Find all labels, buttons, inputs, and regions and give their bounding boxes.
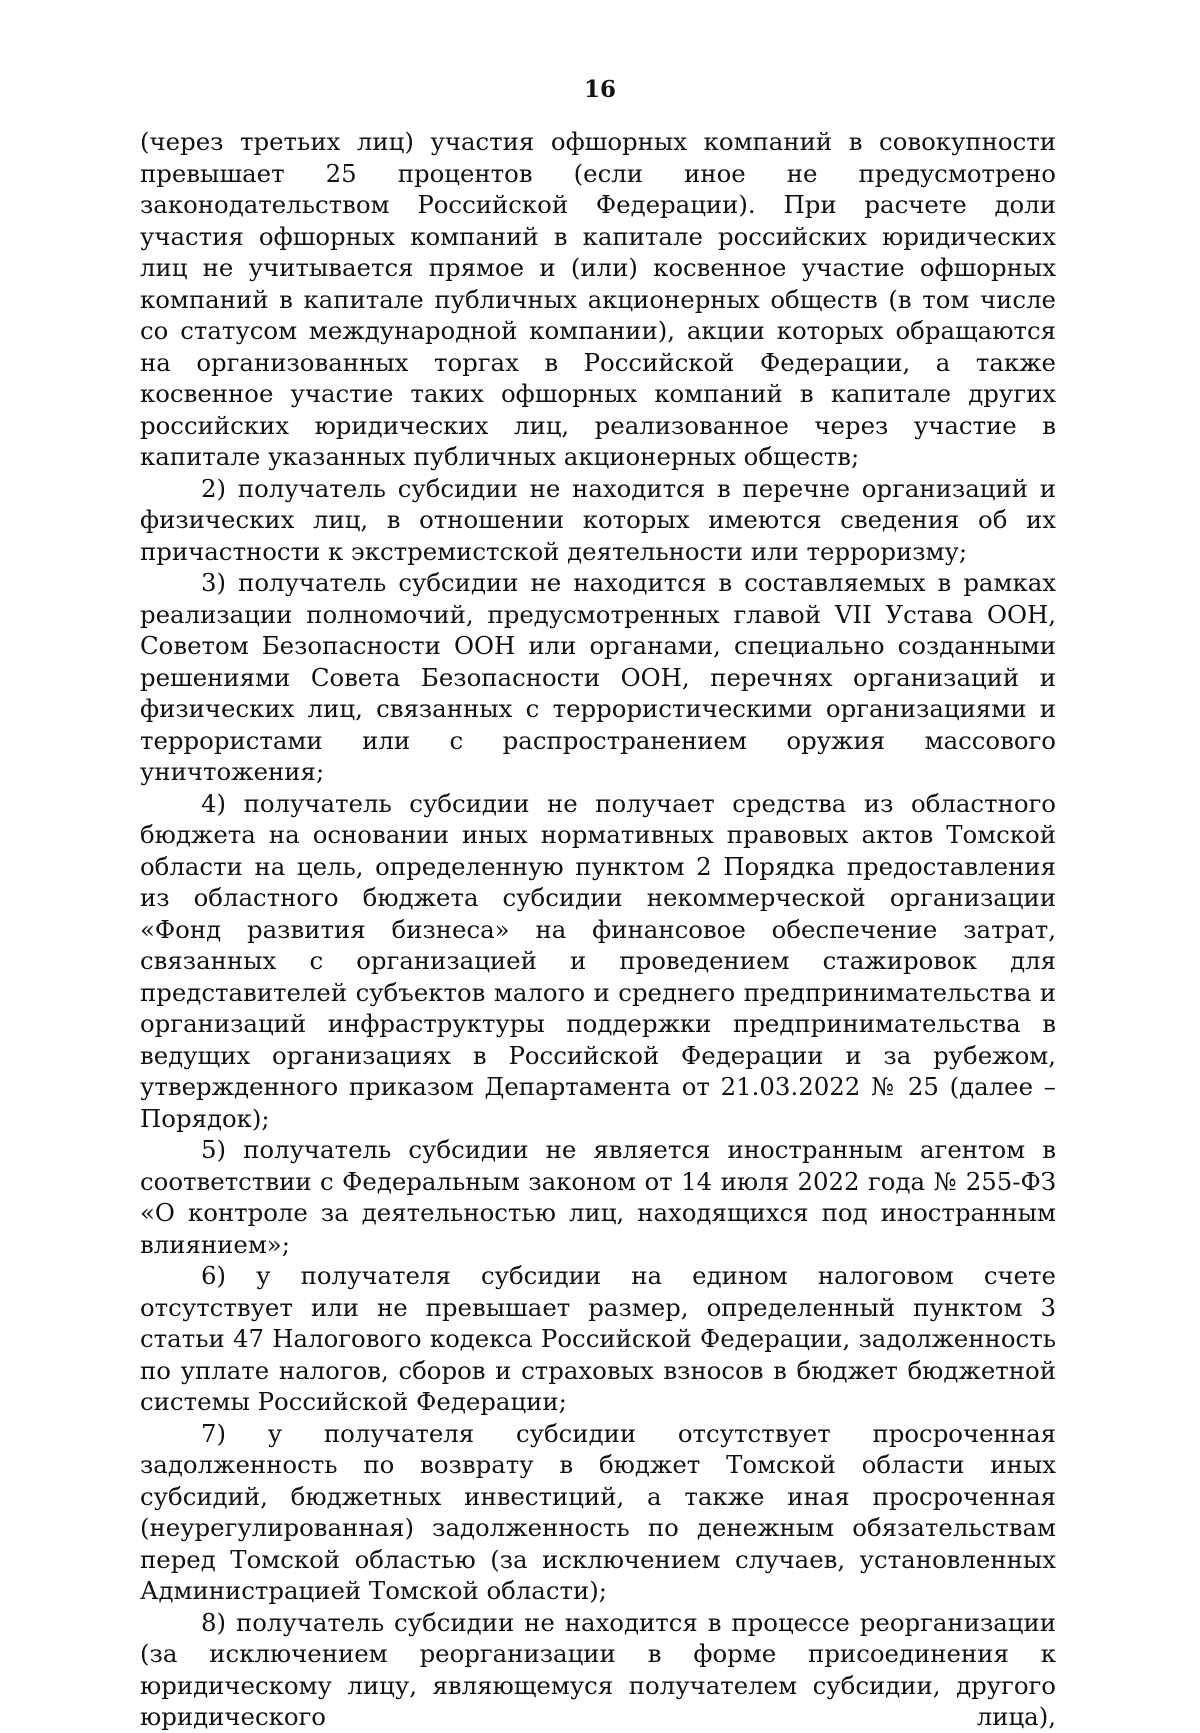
paragraph-item-5: 5) получатель субсидии не является иностранным агентом в соответствии с Федеральным законом от 14 июля 2022 года № 255-ФЗ «О контроле за деятельностью лиц, находящихся под иностранным влиянием»; bbox=[140, 1135, 1056, 1259]
page-number: 16 bbox=[583, 76, 616, 103]
paragraph-item-7: 7) у получателя субсидии отсутствует просроченная задолженность по возврату в бюджет Томской области иных субсидий, бюджетных инвестиций, а также иная просроченная (неурегулированная) задолженность по денежным обязательствам перед Томской областью (за исключением случаев, установленных Администрацией Томской области); bbox=[140, 1418, 1056, 1605]
paragraph-item-3: 3) получатель субсидии не находится в составляемых в рамках реализации полномочий, предусмотренных главой VII Устава ООН, Советом Безопасности ООН или органами, специально созданными решениями Совета Безопасности ООН, перечнях организаций и физических лиц, связанных с террористическими организациями и террористами или с распространением оружия массового уничтожения; bbox=[140, 568, 1056, 786]
paragraph-item-2: 2) получатель субсидии не находится в перечне организаций и физических лиц, в отношении которых имеются сведения об их причастности к экстремистской деятельности или терроризму; bbox=[140, 473, 1056, 566]
document-body bbox=[140, 126, 1056, 1733]
paragraph-item-4: 4) получатель субсидии не получает средства из областного бюджета на основании иных нормативных правовых актов Томской области на цель, определенную пунктом 2 Порядка предоставления из областного бюджета субсидии некоммерческой организации «Фонд развития бизнеса» на финансовое обеспечение затрат, связанных с организацией и проведением стажировок для представителей субъектов малого и среднего предпринимательства и организаций инфраструктуры поддержки предпринимательства в ведущих организациях в Российской Федерации и за рубежом, утвержденного приказом Департамента от 21.03.2022 № 25 (далее – Порядок); bbox=[140, 788, 1056, 1133]
paragraph-item-8: 8) получатель субсидии не находится в процессе реорганизации (за исключением реорганизации в форме присоединения к юридическому лицу, являющемуся получателем субсидии, другого юридического лица), bbox=[140, 1607, 1056, 1731]
paragraph-item-6: 6) у получателя субсидии на едином налоговом счете отсутствует или не превышает размер, определенный пунктом 3 статьи 47 Налогового кодекса Российской Федерации, задолженность по уплате налогов, сборов и страховых взносов в бюджет бюджетной системы Российской Федерации; bbox=[140, 1261, 1056, 1416]
paragraph-continuation: (через третьих лиц) участия офшорных компаний в совокупности превышает 25 процентов (если иное не предусмотрено законодательством Российской Федерации). При расчете доли участия офшорных компаний в капитале российских юридических лиц не учитывается прямое и (или) косвенное участие офшорных компаний в капитале публичных акционерных обществ (в том числе со статусом международной компании), акции которых обращаются на организованных торгах в Российской Федерации, а также косвенное участие таких офшорных компаний в капитале других российских юридических лиц, реализованное через участие в капитале указанных публичных акционерных обществ; bbox=[140, 127, 1056, 471]
